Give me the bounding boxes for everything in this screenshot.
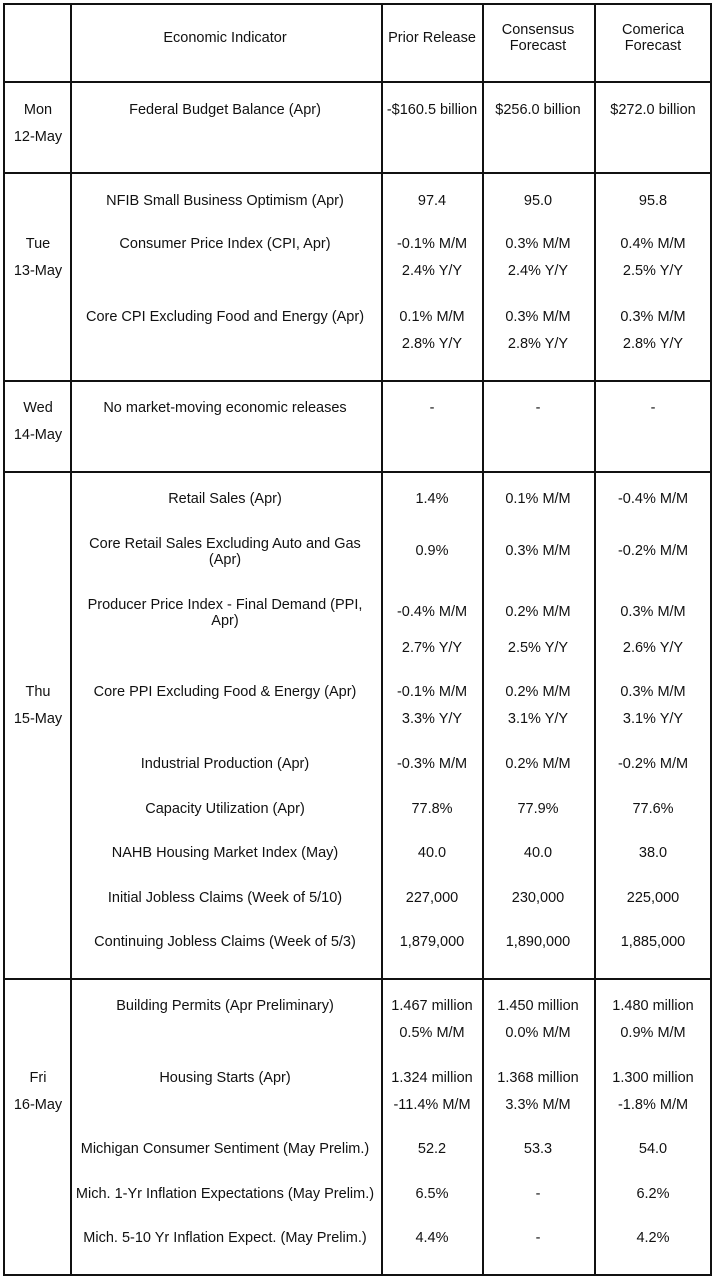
consensus-value: 77.9% xyxy=(517,801,559,817)
indicator-label: Producer Price Index - Final Demand (PPI, Apr) xyxy=(87,597,363,629)
indicator-label: Industrial Production (Apr) xyxy=(140,756,310,772)
consensus-value: 0.0% M/M xyxy=(505,1025,571,1041)
row-divider-wed xyxy=(3,471,712,473)
comerica-value: 1.300 million xyxy=(612,1070,694,1086)
date-label: 12-May xyxy=(13,129,63,145)
row-divider-mon xyxy=(3,172,712,174)
header-prior-release: Prior Release xyxy=(388,30,476,46)
date-label: 15-May xyxy=(13,711,63,727)
prior-value: -0.1% M/M xyxy=(396,236,468,252)
prior-value: 0.5% M/M xyxy=(399,1025,465,1041)
consensus-value: 0.3% M/M xyxy=(505,236,571,252)
prior-value: 0.9% xyxy=(415,543,449,559)
consensus-value: 0.2% M/M xyxy=(505,756,571,772)
indicator-label: Federal Budget Balance (Apr) xyxy=(129,102,321,118)
consensus-value: 40.0 xyxy=(523,845,553,861)
prior-value: -$160.5 billion xyxy=(386,102,478,118)
prior-value: 1.324 million xyxy=(391,1070,473,1086)
comerica-value: 0.3% M/M xyxy=(620,684,686,700)
prior-value: 1.467 million xyxy=(391,998,473,1014)
date-label: 16-May xyxy=(13,1097,63,1113)
prior-value: 1,879,000 xyxy=(399,934,465,950)
consensus-value: 95.0 xyxy=(523,193,553,209)
comerica-value: 1,885,000 xyxy=(620,934,686,950)
table-border-top xyxy=(3,3,712,5)
comerica-value: $272.0 billion xyxy=(610,102,696,118)
comerica-value: 0.9% M/M xyxy=(620,1025,686,1041)
prior-value: -0.3% M/M xyxy=(396,756,468,772)
table-border-left xyxy=(3,3,5,1276)
consensus-value: 2.4% Y/Y xyxy=(507,263,569,279)
economic-calendar-table xyxy=(3,3,712,1276)
indicator-label: Core Retail Sales Excluding Auto and Gas (Apr) xyxy=(89,536,361,568)
comerica-value: -1.8% M/M xyxy=(617,1097,689,1113)
consensus-value: 0.2% M/M xyxy=(505,604,571,620)
consensus-value: 1.368 million xyxy=(497,1070,579,1086)
consensus-value: 1.450 million xyxy=(497,998,579,1014)
indicator-label: Core PPI Excluding Food & Energy (Apr) xyxy=(93,684,357,700)
indicator-label: Building Permits (Apr Preliminary) xyxy=(116,998,334,1014)
consensus-value: 3.3% M/M xyxy=(505,1097,571,1113)
consensus-value: 2.8% Y/Y xyxy=(507,336,569,352)
header-consensus-forecast: Consensus Forecast xyxy=(501,22,575,54)
day-label: Thu xyxy=(25,684,51,700)
col-divider-1 xyxy=(70,3,72,1276)
indicator-label: No market-moving economic releases xyxy=(103,400,347,416)
comerica-value: 0.3% M/M xyxy=(620,604,686,620)
indicator-label: Mich. 5-10 Yr Inflation Expect. (May Prelim.) xyxy=(83,1230,367,1246)
day-label: Mon xyxy=(23,102,53,118)
table-border-right xyxy=(710,3,712,1276)
col-divider-4 xyxy=(594,3,596,1276)
consensus-value: 2.5% Y/Y xyxy=(507,640,569,656)
date-label: 14-May xyxy=(13,427,63,443)
indicator-label: Initial Jobless Claims (Week of 5/10) xyxy=(107,890,343,906)
prior-value: 77.8% xyxy=(411,801,453,817)
comerica-value: -0.2% M/M xyxy=(617,756,689,772)
consensus-value: 230,000 xyxy=(511,890,565,906)
comerica-value: 38.0 xyxy=(638,845,668,861)
comerica-value: 2.5% Y/Y xyxy=(622,263,684,279)
consensus-value: 0.2% M/M xyxy=(505,684,571,700)
day-label: Wed xyxy=(23,400,53,416)
indicator-label: Housing Starts (Apr) xyxy=(159,1070,291,1086)
consensus-value: 0.1% M/M xyxy=(505,491,571,507)
prior-value: 2.8% Y/Y xyxy=(401,336,463,352)
prior-value: 40.0 xyxy=(417,845,447,861)
col-divider-2 xyxy=(381,3,383,1276)
prior-value: 2.4% Y/Y xyxy=(401,263,463,279)
prior-value: 97.4 xyxy=(417,193,447,209)
consensus-value: - xyxy=(535,1186,541,1202)
consensus-value: - xyxy=(535,400,541,416)
comerica-value: 2.6% Y/Y xyxy=(622,640,684,656)
comerica-value: -0.4% M/M xyxy=(617,491,689,507)
row-divider-thu xyxy=(3,978,712,980)
col-divider-3 xyxy=(482,3,484,1276)
indicator-label: Core CPI Excluding Food and Energy (Apr) xyxy=(85,309,365,325)
row-divider-tue xyxy=(3,380,712,382)
comerica-value: 54.0 xyxy=(638,1141,668,1157)
prior-value: -0.1% M/M xyxy=(396,684,468,700)
consensus-value: 53.3 xyxy=(523,1141,553,1157)
header-comerica-forecast: Comerica Forecast xyxy=(621,22,685,54)
comerica-value: 2.8% Y/Y xyxy=(622,336,684,352)
comerica-value: 225,000 xyxy=(626,890,680,906)
prior-value: -0.4% M/M xyxy=(396,604,468,620)
indicator-label: Continuing Jobless Claims (Week of 5/3) xyxy=(94,934,356,950)
prior-value: - xyxy=(429,400,435,416)
indicator-label: NFIB Small Business Optimism (Apr) xyxy=(106,193,344,209)
prior-value: 0.1% M/M xyxy=(399,309,465,325)
indicator-label: NAHB Housing Market Index (May) xyxy=(111,845,339,861)
consensus-value: 0.3% M/M xyxy=(505,543,571,559)
comerica-value: - xyxy=(650,400,656,416)
consensus-value: 3.1% Y/Y xyxy=(507,711,569,727)
comerica-value: 4.2% xyxy=(636,1230,670,1246)
day-label: Tue xyxy=(25,236,51,252)
prior-value: -11.4% M/M xyxy=(393,1097,471,1113)
indicator-label: Consumer Price Index (CPI, Apr) xyxy=(119,236,331,252)
comerica-value: 0.3% M/M xyxy=(620,309,686,325)
comerica-value: 0.4% M/M xyxy=(620,236,686,252)
comerica-value: 3.1% Y/Y xyxy=(622,711,684,727)
consensus-value: 0.3% M/M xyxy=(505,309,571,325)
prior-value: 4.4% xyxy=(415,1230,449,1246)
prior-value: 52.2 xyxy=(417,1141,447,1157)
consensus-value: $256.0 billion xyxy=(495,102,581,118)
header-divider xyxy=(3,81,712,83)
consensus-value: 1,890,000 xyxy=(505,934,571,950)
consensus-value: - xyxy=(535,1230,541,1246)
indicator-label: Mich. 1-Yr Inflation Expectations (May Prelim.) xyxy=(75,1186,375,1202)
table-border-bottom xyxy=(3,1274,712,1276)
indicator-label: Michigan Consumer Sentiment (May Prelim.) xyxy=(80,1141,370,1157)
prior-value: 227,000 xyxy=(405,890,459,906)
prior-value: 2.7% Y/Y xyxy=(401,640,463,656)
prior-value: 6.5% xyxy=(415,1186,449,1202)
comerica-value: -0.2% M/M xyxy=(617,543,689,559)
header-indicator: Economic Indicator xyxy=(163,30,287,46)
comerica-value: 6.2% xyxy=(636,1186,670,1202)
comerica-value: 77.6% xyxy=(632,801,674,817)
comerica-value: 1.480 million xyxy=(612,998,694,1014)
indicator-label: Capacity Utilization (Apr) xyxy=(145,801,305,817)
comerica-value: 95.8 xyxy=(638,193,668,209)
indicator-label: Retail Sales (Apr) xyxy=(168,491,282,507)
day-label: Fri xyxy=(29,1070,47,1086)
date-label: 13-May xyxy=(13,263,63,279)
prior-value: 3.3% Y/Y xyxy=(401,711,463,727)
prior-value: 1.4% xyxy=(415,491,449,507)
